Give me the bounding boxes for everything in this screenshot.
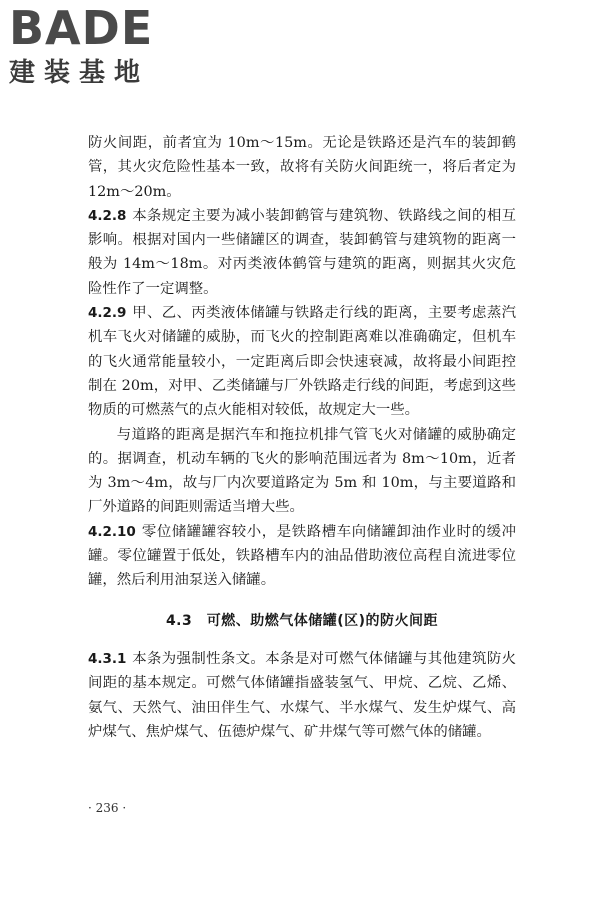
paragraph-text: 本条为强制性条文。本条是对可燃气体储罐与其他建筑防火间距的基本规定。可燃气体储罐指盛装氢气、甲烷、乙烷、乙烯、氨气、天然气、油田伴生气、水煤气、半水煤气、发生炉煤气、高炉煤气、焦炉煤气、伍德炉煤气、矿井煤气等可燃气体的储罐。 [88,650,516,740]
logo-wordmark: BADE [9,1,154,55]
clause-number: 4.2.9 [88,305,127,322]
clause-number: 4.2.10 [88,523,136,540]
paragraph-text: 与道路的距离是据汽车和拖拉机排气管飞火对储罐的威胁确定的。据调查，机动车辆的飞火的影响范围远者为 8m～10m，近者为 3m～4m，故与厂内次要道路定为 5m 和 10m，与主要道路和厂外道路的间距则需适当增大些。 [88,426,516,516]
clause-4-2-10 [88,520,516,593]
paragraph-text: 本条规定主要为减小装卸鹤管与建筑物、铁路线之间的相互影响。根据对国内一些储罐区的调查，装卸鹤管与建筑物的距离一般为 14m～18m。对丙类液体鹤管与建筑的距离，则据其火灾危险性作了一定调整。 [88,207,516,297]
clause-4-3-1 [88,647,516,744]
page-number: · 236 · [88,801,127,815]
page-body [88,131,516,744]
paragraph-text: 甲、乙、丙类液体储罐与铁路走行线的距离，主要考虑蒸汽机车飞火对储罐的威胁，而飞火的控制距离难以准确确定，但机车的飞火通常能量较小，一定距离后即会快速衰减，故将最小间距控制在 20m，对甲、乙类储罐与厂外铁路走行线的间距，考虑到这些物质的可燃蒸气的点火能相对较低，故规定大一些。 [88,305,516,419]
paragraph-text: 防火间距，前者宜为 10m～15m。无论是铁路还是汽车的装卸鹤管，其火灾危险性基本一致，故将有关防火间距统一，将后者定为 12m～20m。 [88,135,516,200]
paragraph-road-distance [88,423,516,520]
section-title: 4.3 可燃、助燃气体储罐(区)的防火间距 [165,612,439,629]
paragraph-continuation [88,131,516,204]
clause-number: 4.3.1 [88,650,127,667]
bade-logo [9,1,179,90]
clause-4-2-8 [88,204,516,301]
logo-subtitle: 建装基地 [9,58,150,88]
clause-number: 4.2.8 [88,207,127,224]
clause-4-2-9 [88,301,516,422]
paragraph-text: 零位储罐罐容较小，是铁路槽车向储罐卸油作业时的缓冲罐。零位罐置于低处，铁路槽车内的油品借助液位高程自流进零位罐，然后利用油泵送入储罐。 [88,523,516,589]
